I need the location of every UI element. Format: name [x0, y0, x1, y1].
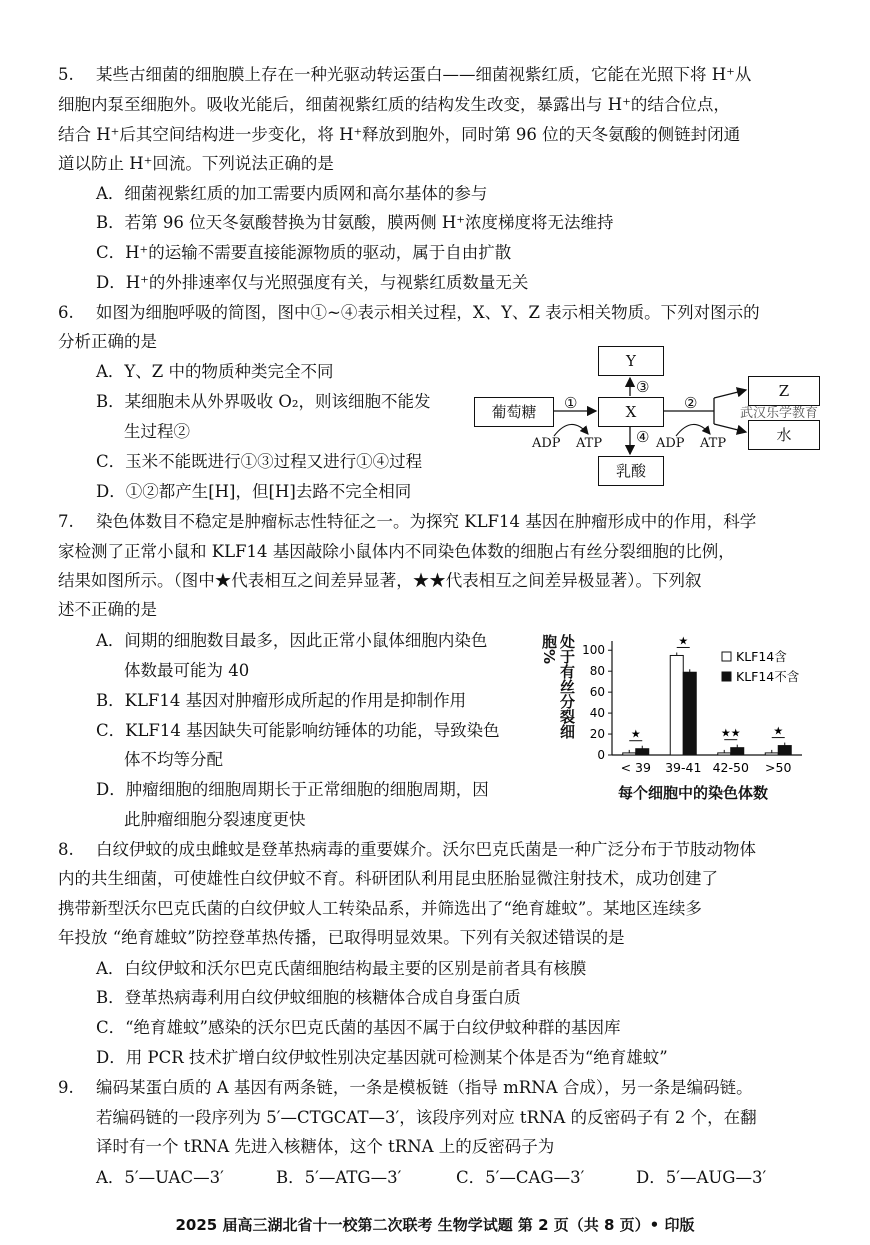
process-2-label: ②	[684, 394, 698, 412]
question-number: 6.	[58, 303, 74, 322]
chart-xlabel: 每个细胞中的染色体数	[618, 784, 769, 802]
bar-without-klf14	[778, 746, 791, 755]
option-d: D．用 PCR 技术扩增白纹伊蚊性别决定基因就可检测某个体是否为“绝育雄蚊”	[96, 1048, 668, 1067]
chart-ylabel-text: 处于有丝分裂细胞%	[540, 634, 576, 739]
question-text-line: 家检测了正常小鼠和 KLF14 基因敲除小鼠体内不同染色体数的细胞占有丝分裂细胞的比例，	[58, 542, 735, 561]
y-tick-label: 100	[582, 643, 605, 658]
question-text-line: 白纹伊蚊的成虫雌蚊是登革热病毒的重要媒介。沃尔巴克氏菌是一种广泛分布于节肢动物体	[96, 840, 756, 859]
question-text-line: 述不正确的是	[58, 600, 157, 619]
question-number: 5.	[58, 65, 74, 84]
adp-label: ADP	[532, 436, 561, 451]
bar-with-klf14	[670, 655, 683, 755]
x-tick-label: 39-41	[665, 760, 702, 775]
process-3-label: ③	[636, 378, 650, 396]
question-text-line: 结果如图所示。（图中★代表相互之间差异显著，★★代表相互之间差异极显著）。下列叙	[58, 571, 702, 590]
option-c: C．“绝育雄蚊”感染的沃尔巴克氏菌的基因不属于白纹伊蚊种群的基因库	[96, 1018, 621, 1037]
legend-swatch	[722, 672, 731, 681]
option-b-continued: 生过程②	[124, 422, 190, 441]
option-a: A．5′—UAC—3′	[96, 1168, 224, 1187]
option-c: C．玉米不能既进行①③过程又进行①④过程	[96, 452, 423, 471]
page-footer: 2025 届高三湖北省十一校第二次联考 生物学试题 第 2 页（共 8 页）• 印版	[175, 1216, 695, 1234]
y-tick-label: 20	[589, 727, 605, 742]
adp-label: ADP	[656, 436, 685, 451]
x-tick-label: >50	[765, 760, 792, 775]
option-d: D．5′—AUG—3′	[636, 1168, 767, 1187]
question-number: 7.	[58, 512, 74, 531]
question-text-line: 道以防止 H⁺回流。下列说法正确的是	[58, 154, 334, 173]
lactate-box: 乳酸	[598, 456, 664, 486]
question-text-line: 译时有一个 tRNA 先进入核糖体，这个 tRNA 上的反密码子为	[96, 1137, 555, 1156]
question-text-line: 分析正确的是	[58, 332, 157, 351]
y-tick-label: 80	[589, 664, 605, 679]
option-d-continued: 此肿瘤细胞分裂速度更快	[124, 810, 306, 829]
y-tick-label: 40	[589, 706, 605, 721]
bar-with-klf14	[718, 753, 731, 755]
option-c: C．H⁺的运输不需要直接能源物质的驱动，属于自由扩散	[96, 243, 512, 262]
process-4-label: ④	[636, 428, 650, 446]
question-text-line: 某些古细菌的细胞膜上存在一种光驱动转运蛋白——细菌视紫红质，它能在光照下将 H⁺从	[96, 65, 752, 84]
option-c: C．KLF14 基因缺失可能影响纺锤体的功能，导致染色	[96, 721, 500, 740]
question-text-line: 年投放 “绝育雄蚊”防控登革热传播，已取得明显效果。下列有关叙述错误的是	[58, 928, 625, 947]
y-tick-label: 60	[589, 685, 605, 700]
x-box: X	[598, 397, 664, 427]
option-a-continued: 体数最可能为 40	[124, 661, 250, 680]
question-text-line: 携带新型沃尔巴克氏菌的白纹伊蚊人工转染品系，并筛选出了“绝育雄蚊”。某地区连续多	[58, 899, 702, 918]
option-a: A．细菌视紫红质的加工需要内质网和高尔基体的参与	[96, 184, 488, 203]
significance-star: ★★	[720, 726, 741, 740]
option-d: D．①②都产生[H]，但[H]去路不完全相同	[96, 482, 412, 501]
z-box: Z	[748, 376, 820, 406]
atp-label: ATP	[576, 436, 603, 451]
question-number: 8.	[58, 840, 74, 859]
significance-star: ★	[678, 634, 689, 648]
option-c-continued: 体不均等分配	[124, 750, 223, 769]
question-text-line: 染色体数目不稳定是肿瘤标志性特征之一。为探究 KLF14 基因在肿瘤形成中的作用，科学	[96, 512, 757, 531]
option-b: B．登革热病毒利用白纹伊蚊细胞的核糖体合成自身蛋白质	[96, 988, 521, 1007]
option-b: B．若第 96 位天冬氨酸替换为甘氨酸，膜两侧 H⁺浓度梯度将无法维持	[96, 213, 614, 232]
bar-with-klf14	[623, 753, 636, 755]
legend-label: KLF14含	[736, 649, 787, 664]
watermark-text: 武汉乐学教育	[740, 406, 819, 421]
option-a: A．Y、Z 中的物质种类完全不同	[96, 362, 334, 381]
option-a: A．白纹伊蚊和沃尔巴克氏菌细胞结构最主要的区别是前者具有核膜	[96, 959, 587, 978]
option-b: B．某细胞未从外界吸收 O₂，则该细胞不能发	[96, 392, 431, 411]
process-1-label: ①	[564, 394, 578, 412]
bar-without-klf14	[683, 672, 696, 755]
bar-without-klf14	[636, 749, 649, 755]
atp-label: ATP	[700, 436, 727, 451]
question-text-line: 若编码链的一段序列为 5′—CTGCAT—3′，该段序列对应 tRNA 的反密码子有 2 个，在翻	[96, 1108, 757, 1127]
question-number: 9.	[58, 1078, 74, 1097]
legend-label: KLF14不含	[736, 669, 800, 684]
question-text-line: 结合 H⁺后其空间结构进一步变化，将 H⁺释放到胞外，同时第 96 位的天冬氨酸的侧链封闭通	[58, 125, 741, 144]
significance-star: ★	[630, 727, 641, 741]
y-box: Y	[598, 346, 664, 376]
question-text-line: 如图为细胞呼吸的简图，图中①~④表示相关过程，X、Y、Z 表示相关物质。下列对图示的	[96, 303, 760, 322]
question-text-line: 编码某蛋白质的 A 基因有两条链，一条是模板链（指导 mRNA 合成），另一条是编码链。	[96, 1078, 753, 1097]
option-d: D．肿瘤细胞的细胞周期长于正常细胞的细胞周期，因	[96, 780, 489, 799]
bar-without-klf14	[731, 748, 744, 755]
significance-star: ★	[773, 724, 784, 738]
option-b: B．KLF14 基因对肿瘤形成所起的作用是抑制作用	[96, 691, 467, 710]
glucose-box: 葡萄糖	[474, 397, 554, 427]
bar-with-klf14	[765, 753, 778, 755]
respiration-diagram	[470, 344, 870, 492]
option-d: D．H⁺的外排速率仅与光照强度有关，与视紫红质数量无关	[96, 273, 529, 292]
option-b: B．5′—ATG—3′	[276, 1168, 402, 1187]
chromosome-chart	[540, 630, 840, 810]
question-text-line: 内的共生细菌，可使雄性白纹伊蚊不育。科研团队利用昆虫胚胎显微注射技术，成功创建了	[58, 869, 718, 888]
question-text-line: 细胞内泵至细胞外。吸收光能后，细菌视紫红质的结构发生改变，暴露出与 H⁺的结合位点，	[58, 95, 730, 114]
x-tick-label: < 39	[620, 760, 651, 775]
y-tick-label: 0	[597, 748, 605, 762]
option-c: C．5′—CAG—3′	[456, 1168, 585, 1187]
legend-swatch	[722, 652, 731, 661]
x-tick-label: 42-50	[712, 760, 749, 775]
option-a: A．间期的细胞数目最多，因此正常小鼠体细胞内染色	[96, 631, 488, 650]
water-box: 水	[748, 420, 820, 450]
